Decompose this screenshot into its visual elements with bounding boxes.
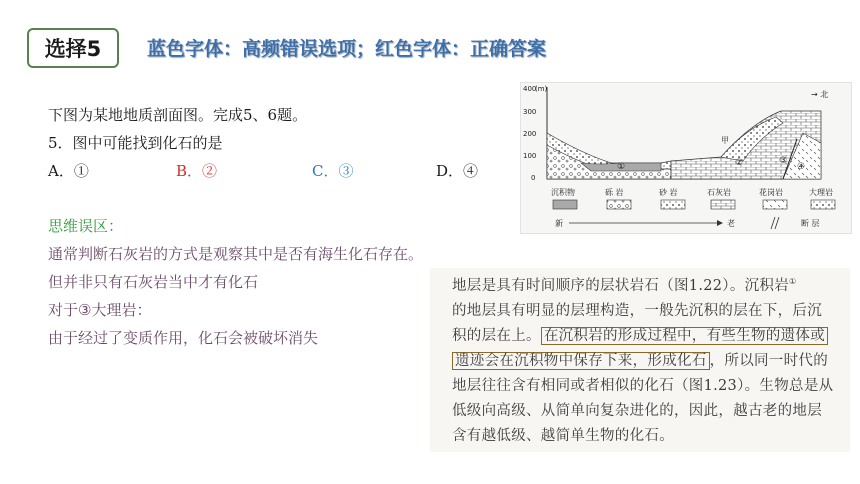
y-tick-200: 200: [523, 130, 537, 138]
excerpt-line-1: 地层是具有时间顺序的层状岩石（图1.22）。沉积岩①: [452, 277, 797, 294]
excerpt-line-4: 遗迹会在沉积物中保存下来，形成化石 ，所以同一时代的: [452, 349, 828, 370]
legend-limestone: 石灰岩: [707, 188, 731, 197]
marker-2: ②: [735, 158, 744, 168]
question-stem: 5．图中可能找到化石的是: [48, 134, 223, 152]
geologic-section-diagram: [520, 82, 852, 234]
legend-granite: 花岗岩: [759, 188, 783, 197]
legend-headline: 蓝色字体：高频错误选项；红色字体：正确答案: [147, 38, 547, 60]
excerpt-line-3: 积的层在上。 在沉积岩的形成过程中，有些生物的遗体或: [452, 324, 828, 345]
option-b: B．②: [176, 162, 218, 180]
y-tick-300: 300: [523, 108, 537, 116]
excerpt-line-7: 含有越低级、越简单生物的化石。: [452, 428, 674, 444]
excerpt-highlight-2: 遗迹会在沉积物中保存下来，形成化石: [452, 352, 710, 370]
y-tick-400: 400: [523, 85, 537, 93]
textbook-excerpt: [430, 268, 850, 452]
analysis-line-2: 但并非只有石灰岩当中才有化石: [48, 273, 259, 291]
legend-conglomerate: 砾 岩: [605, 188, 624, 197]
y-unit: (m): [535, 85, 548, 93]
y-tick-0: 0: [531, 174, 536, 182]
excerpt-highlight-1: 在沉积岩的形成过程中，有些生物的遗体或: [541, 327, 828, 345]
legend-sediment: 沉积物: [551, 188, 575, 197]
option-a: A．①: [48, 162, 89, 180]
excerpt-line-5: 地层往往含有相同或者相似的化石（图1.23）。生物总是从: [452, 378, 834, 394]
analysis-title: 思维误区：: [48, 217, 124, 235]
option-d: D．④: [436, 162, 479, 180]
analysis-line-1: 通常判断石灰岩的方式是观察其中是否有海生化石存在。: [48, 245, 424, 263]
legend-new: 新: [555, 219, 563, 228]
marker-3: ③: [779, 156, 788, 166]
legend-sandstone: 砂 岩: [659, 188, 678, 197]
legend-old: 老: [727, 219, 735, 228]
analysis-line-3: 对于③大理岩：: [48, 301, 152, 319]
analysis-line-4: 由于经过了变质作用，化石会被破坏消失: [48, 329, 319, 347]
excerpt-line-2: 的地层具有明显的层理构造，一般先沉积的层在下，后沉: [452, 303, 822, 319]
marker-1: ①: [617, 162, 626, 172]
marker-4: ④: [797, 162, 806, 172]
jia-label: 甲: [721, 136, 729, 145]
excerpt-line-6: 低级向高级、从简单向复杂进化的，因此，越古老的地层: [452, 403, 822, 419]
legend-fault: 断 层: [801, 219, 820, 228]
y-tick-100: 100: [523, 152, 537, 160]
question-badge: 选择5: [27, 28, 119, 68]
legend-marble: 大理岩: [809, 188, 833, 197]
north-arrow: → 北: [811, 90, 829, 99]
question-intro: 下图为某地地质剖面图。完成5、6题。: [48, 106, 308, 124]
option-c: C．③: [312, 162, 354, 180]
